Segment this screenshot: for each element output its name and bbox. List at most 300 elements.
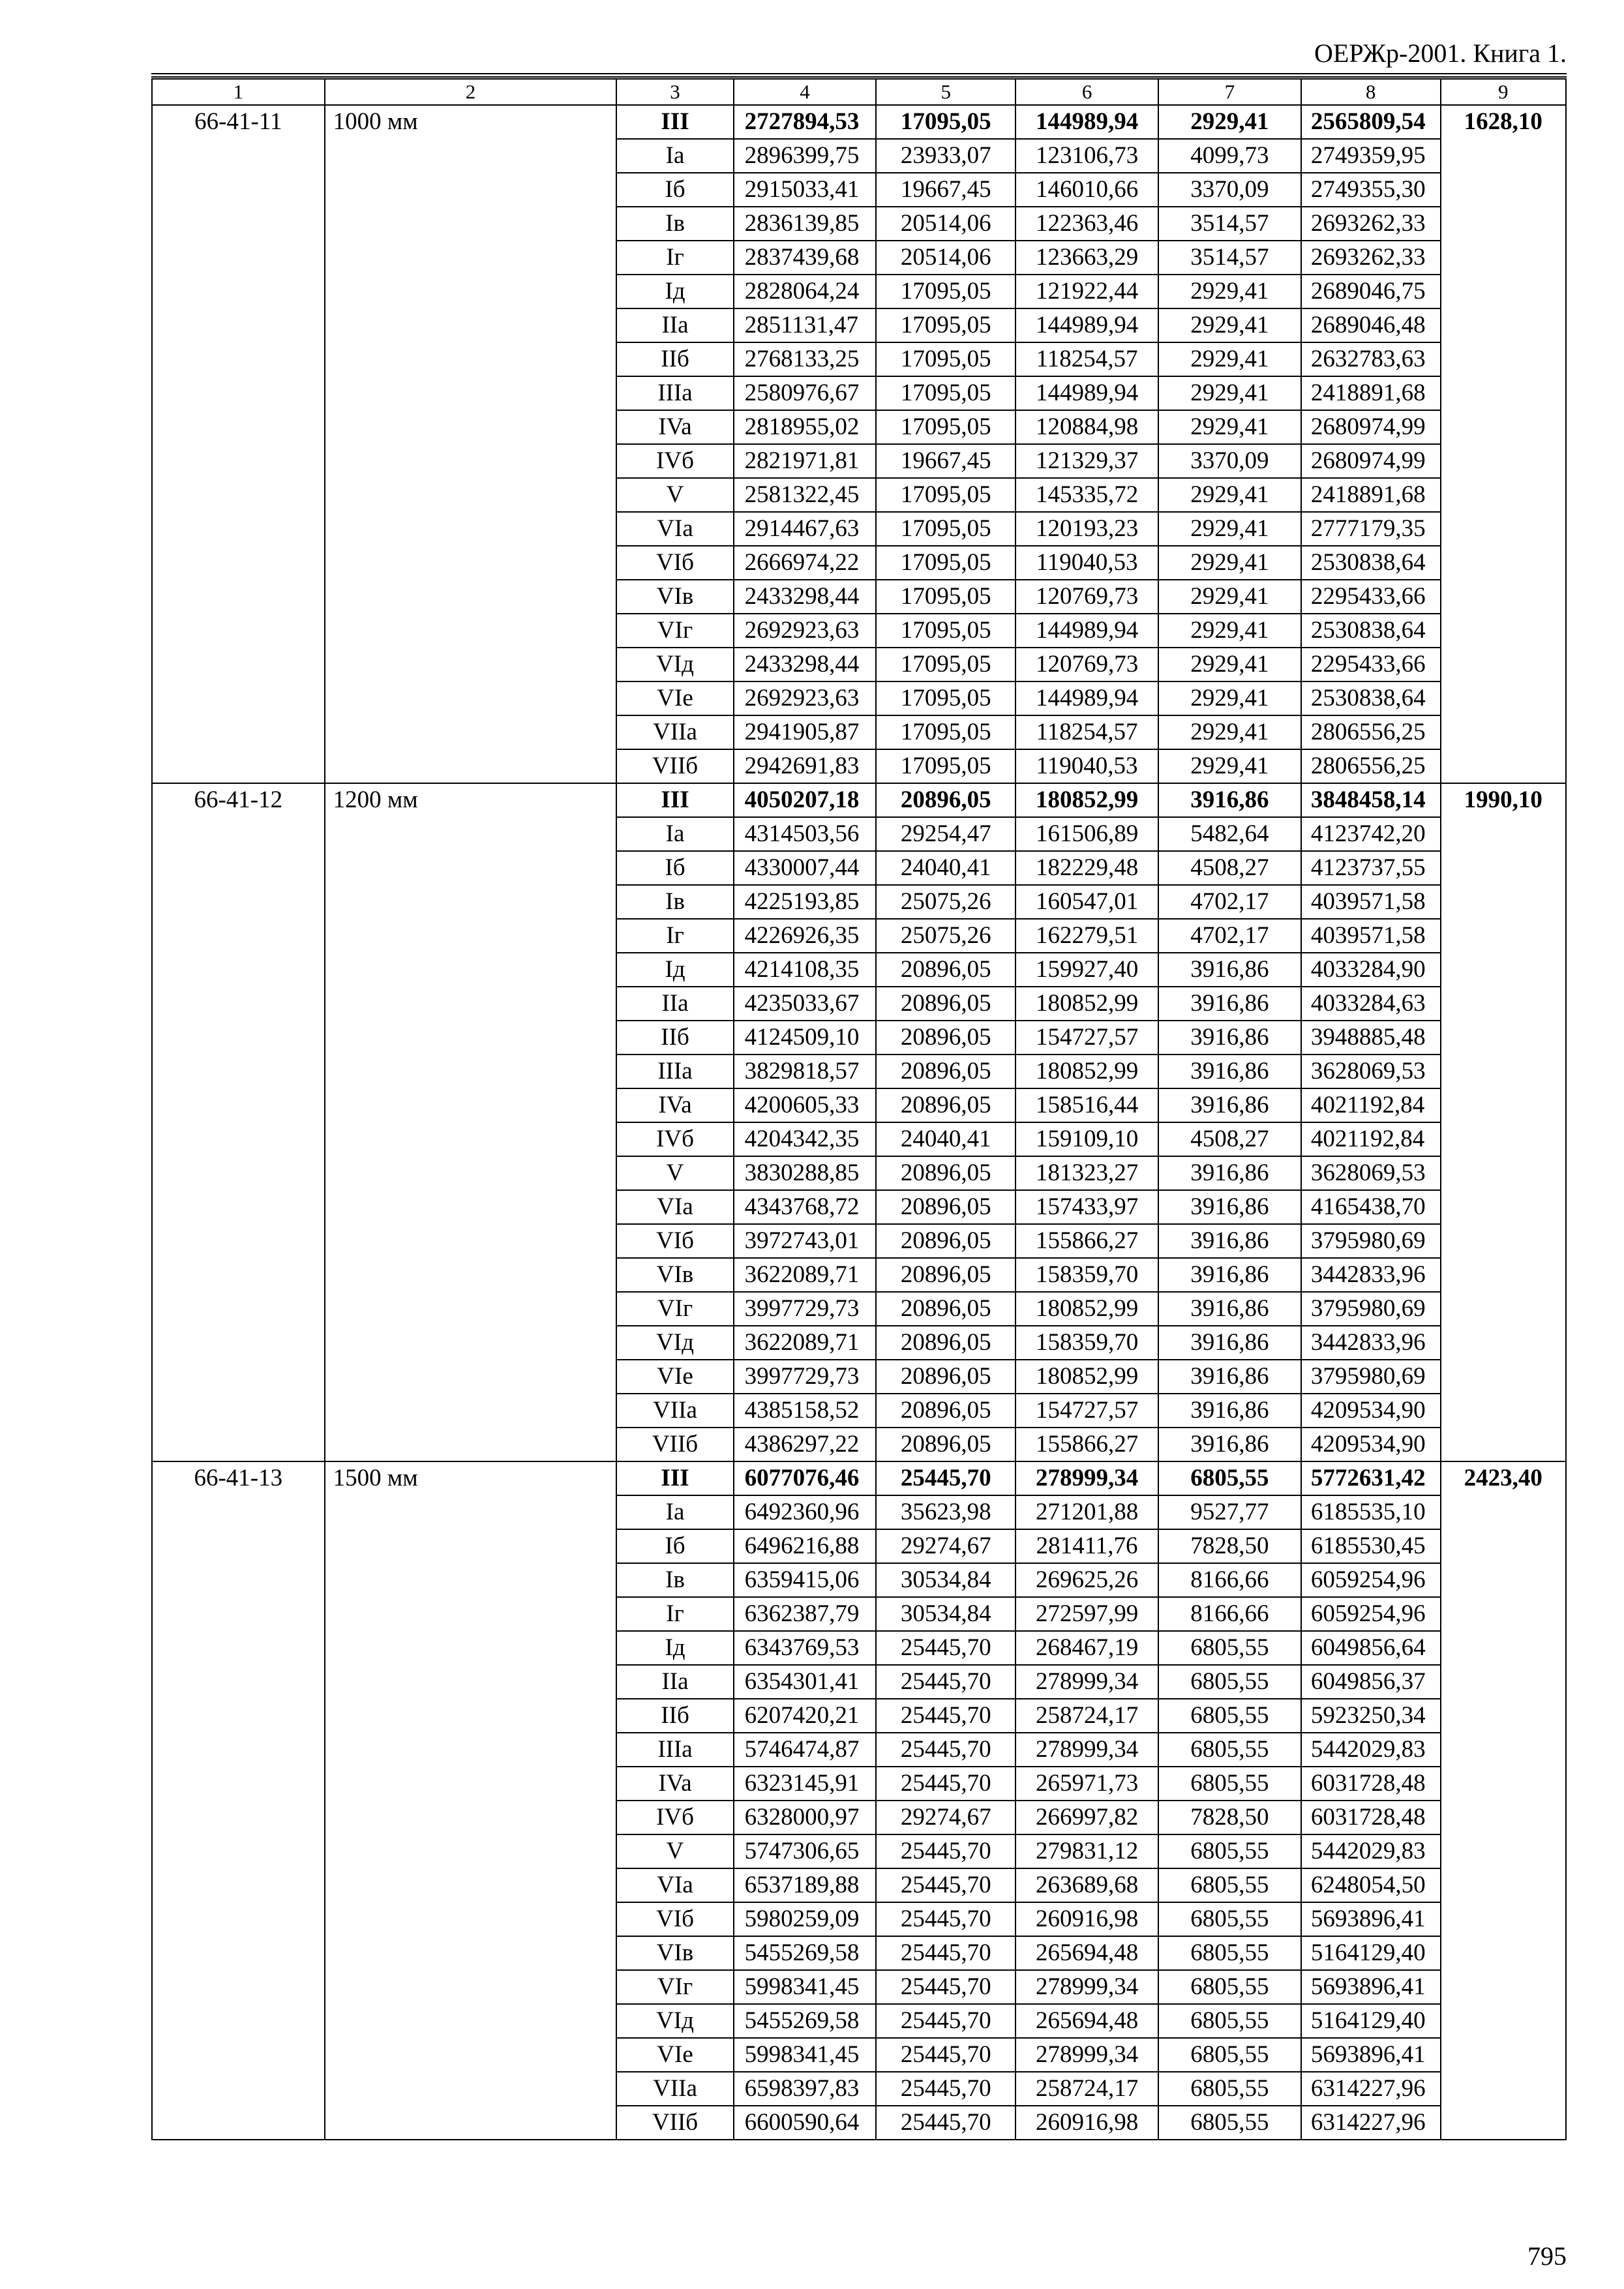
machine-cost-cell: 181323,27: [1015, 1156, 1158, 1190]
materials-cost-cell: 2295433,66: [1301, 580, 1441, 614]
labor-cost-cell: 17095,05: [876, 308, 1015, 342]
zone-cell: VIIa: [616, 2072, 733, 2106]
zone-cell: IVa: [616, 1088, 733, 1122]
total-cost-cell: 6598397,83: [734, 2072, 877, 2106]
machine-cost-cell: 180852,99: [1015, 783, 1158, 817]
operator-wage-cell: 4099,73: [1158, 139, 1301, 173]
total-cost-cell: 2580976,67: [734, 376, 877, 410]
machine-cost-cell: 263689,68: [1015, 1868, 1158, 1902]
zone-cell: IVa: [616, 1767, 733, 1801]
operator-wage-cell: 3916,86: [1158, 1292, 1301, 1326]
table-row: [152, 105, 1566, 139]
materials-cost-cell: 2689046,48: [1301, 308, 1441, 342]
total-cost-cell: 3997729,73: [734, 1360, 877, 1394]
materials-cost-cell: 6248054,50: [1301, 1868, 1441, 1902]
machine-cost-cell: 158516,44: [1015, 1088, 1158, 1122]
machine-cost-cell: 154727,57: [1015, 1021, 1158, 1055]
machine-cost-cell: 159109,10: [1015, 1122, 1158, 1156]
total-cost-cell: 5747306,65: [734, 1834, 877, 1868]
zone-cell: Iв: [616, 885, 733, 919]
total-cost-cell: 2915033,41: [734, 173, 877, 207]
labor-cost-cell: 24040,41: [876, 1122, 1015, 1156]
machine-cost-cell: 118254,57: [1015, 342, 1158, 376]
operator-wage-cell: 6805,55: [1158, 1902, 1301, 1936]
operator-wage-cell: 3370,09: [1158, 173, 1301, 207]
operator-wage-cell: 6805,55: [1158, 1868, 1301, 1902]
column-number: 6: [1015, 79, 1158, 105]
labor-cost-cell: 20896,05: [876, 1360, 1015, 1394]
labor-cost-cell: 20896,05: [876, 1088, 1015, 1122]
zone-cell: Iд: [616, 275, 733, 308]
zone-cell: IIIa: [616, 1055, 733, 1088]
total-cost-cell: 3972743,01: [734, 1224, 877, 1258]
zone-cell: VIд: [616, 2004, 733, 2038]
zone-cell: III: [616, 1461, 733, 1495]
operator-wage-cell: 6805,55: [1158, 1461, 1301, 1495]
total-cost-cell: 5980259,09: [734, 1902, 877, 1936]
materials-cost-cell: 4033284,90: [1301, 953, 1441, 987]
zone-cell: Ia: [616, 817, 733, 851]
operator-wage-cell: 8166,66: [1158, 1597, 1301, 1631]
zone-cell: Iг: [616, 241, 733, 275]
labor-cost-cell: 25445,70: [876, 1868, 1015, 1902]
zone-cell: VIд: [616, 648, 733, 681]
operator-wage-cell: 6805,55: [1158, 1665, 1301, 1699]
machine-cost-cell: 278999,34: [1015, 1733, 1158, 1767]
materials-cost-cell: 6185530,45: [1301, 1529, 1441, 1563]
operator-wage-cell: 2929,41: [1158, 614, 1301, 648]
zone-cell: Ia: [616, 139, 733, 173]
zone-cell: VIг: [616, 1970, 733, 2004]
operator-wage-cell: 3916,86: [1158, 1224, 1301, 1258]
zone-cell: VIд: [616, 1326, 733, 1360]
labor-cost-cell: 17095,05: [876, 275, 1015, 308]
labor-cost-cell: 25445,70: [876, 1936, 1015, 1970]
zone-cell: V: [616, 1156, 733, 1190]
zone-cell: VIв: [616, 1936, 733, 1970]
total-cost-cell: 2941905,87: [734, 715, 877, 749]
operator-wage-cell: 4702,17: [1158, 919, 1301, 953]
total-cost-cell: 6537189,88: [734, 1868, 877, 1902]
materials-cost-cell: 2295433,66: [1301, 648, 1441, 681]
zone-cell: VIб: [616, 546, 733, 580]
item-code-cell: 66-41-13: [152, 1461, 325, 2140]
labor-cost-cell: 17095,05: [876, 105, 1015, 139]
materials-cost-cell: 6049856,64: [1301, 1631, 1441, 1665]
materials-cost-cell: 6059254,96: [1301, 1563, 1441, 1597]
item-name-cell: 1200 мм: [325, 783, 617, 1461]
total-cost-cell: 6343769,53: [734, 1631, 877, 1665]
total-cost-cell: 2768133,25: [734, 342, 877, 376]
materials-cost-cell: 6031728,48: [1301, 1767, 1441, 1801]
item-code-cell: 66-41-12: [152, 783, 325, 1461]
total-cost-cell: 5746474,87: [734, 1733, 877, 1767]
table-row: [152, 783, 1566, 817]
operator-wage-cell: 3514,57: [1158, 241, 1301, 275]
total-cost-cell: 4225193,85: [734, 885, 877, 919]
materials-cost-cell: 3628069,53: [1301, 1156, 1441, 1190]
materials-cost-cell: 3948885,48: [1301, 1021, 1441, 1055]
materials-cost-cell: 3795980,69: [1301, 1292, 1441, 1326]
materials-cost-cell: 3442833,96: [1301, 1326, 1441, 1360]
total-cost-cell: 5998341,45: [734, 2038, 877, 2072]
labor-cost-cell: 17095,05: [876, 478, 1015, 512]
operator-wage-cell: 3916,86: [1158, 783, 1301, 817]
labor-cost-cell: 29254,47: [876, 817, 1015, 851]
machine-cost-cell: 144989,94: [1015, 614, 1158, 648]
zone-cell: IVб: [616, 1122, 733, 1156]
machine-cost-cell: 260916,98: [1015, 2106, 1158, 2140]
machine-cost-cell: 159927,40: [1015, 953, 1158, 987]
materials-cost-cell: 6185535,10: [1301, 1495, 1441, 1529]
materials-cost-cell: 5442029,83: [1301, 1733, 1441, 1767]
labor-cost-cell: 25445,70: [876, 1834, 1015, 1868]
operator-wage-cell: 2929,41: [1158, 478, 1301, 512]
labor-cost-cell: 25445,70: [876, 1631, 1015, 1665]
machine-cost-cell: 278999,34: [1015, 1461, 1158, 1495]
item-code-cell: 66-41-11: [152, 105, 325, 783]
materials-cost-cell: 2632783,63: [1301, 342, 1441, 376]
zone-cell: Iв: [616, 1563, 733, 1597]
machine-cost-cell: 155866,27: [1015, 1428, 1158, 1461]
item-name-cell: 1500 мм: [325, 1461, 617, 2140]
operator-wage-cell: 6805,55: [1158, 1733, 1301, 1767]
materials-cost-cell: 5923250,34: [1301, 1699, 1441, 1733]
machine-cost-cell: 161506,89: [1015, 817, 1158, 851]
zone-cell: VIa: [616, 1190, 733, 1224]
labor-cost-cell: 20896,05: [876, 1224, 1015, 1258]
labor-cost-cell: 25445,70: [876, 1699, 1015, 1733]
total-cost-cell: 3997729,73: [734, 1292, 877, 1326]
operator-wage-cell: 6805,55: [1158, 2106, 1301, 2140]
machine-cost-cell: 260916,98: [1015, 1902, 1158, 1936]
labor-cost-cell: 20514,06: [876, 207, 1015, 241]
zone-cell: Iг: [616, 1597, 733, 1631]
materials-cost-cell: 4123742,20: [1301, 817, 1441, 851]
header-rule-bottom: [151, 76, 1567, 78]
machine-cost-cell: 180852,99: [1015, 1292, 1158, 1326]
operator-wage-cell: 4508,27: [1158, 851, 1301, 885]
labor-cost-cell: 20896,05: [876, 1156, 1015, 1190]
zone-cell: VIIa: [616, 1394, 733, 1428]
machine-cost-cell: 121329,37: [1015, 444, 1158, 478]
total-cost-cell: 3622089,71: [734, 1326, 877, 1360]
materials-cost-cell: 2418891,68: [1301, 478, 1441, 512]
column-number: 9: [1441, 79, 1566, 105]
materials-cost-cell: 4039571,58: [1301, 919, 1441, 953]
total-cost-cell: 6354301,41: [734, 1665, 877, 1699]
materials-cost-cell: 2680974,99: [1301, 444, 1441, 478]
machine-cost-cell: 272597,99: [1015, 1597, 1158, 1631]
operator-wage-cell: 6805,55: [1158, 1970, 1301, 2004]
operator-wage-cell: 6805,55: [1158, 2038, 1301, 2072]
labor-cost-cell: 20896,05: [876, 953, 1015, 987]
labor-cost-cell: 25445,70: [876, 1970, 1015, 2004]
total-cost-cell: 6492360,96: [734, 1495, 877, 1529]
machine-cost-cell: 265694,48: [1015, 2004, 1158, 2038]
materials-cost-cell: 2689046,75: [1301, 275, 1441, 308]
operator-wage-cell: 3514,57: [1158, 207, 1301, 241]
materials-cost-cell: 2530838,64: [1301, 614, 1441, 648]
zone-cell: Iд: [616, 1631, 733, 1665]
total-cost-cell: 5455269,58: [734, 1936, 877, 1970]
operator-wage-cell: 6805,55: [1158, 1631, 1301, 1665]
machine-cost-cell: 154727,57: [1015, 1394, 1158, 1428]
total-cost-cell: 2692923,63: [734, 681, 877, 715]
operator-wage-cell: 6805,55: [1158, 1767, 1301, 1801]
zone-cell: Ia: [616, 1495, 733, 1529]
resource-table: [151, 78, 1567, 2140]
labor-cost-cell: 30534,84: [876, 1563, 1015, 1597]
table-body: [152, 79, 1566, 2140]
operator-wage-cell: 3916,86: [1158, 1394, 1301, 1428]
labor-cost-cell: 35623,98: [876, 1495, 1015, 1529]
machine-cost-cell: 145335,72: [1015, 478, 1158, 512]
machine-cost-cell: 278999,34: [1015, 1665, 1158, 1699]
zone-cell: VIIб: [616, 749, 733, 783]
total-cost-cell: 6328000,97: [734, 1801, 877, 1834]
total-cost-cell: 3829818,57: [734, 1055, 877, 1088]
operator-wage-cell: 4508,27: [1158, 1122, 1301, 1156]
zone-cell: VIIa: [616, 715, 733, 749]
total-cost-cell: 5998341,45: [734, 1970, 877, 2004]
labor-cost-cell: 17095,05: [876, 681, 1015, 715]
zone-cell: VIe: [616, 2038, 733, 2072]
labor-hours-cell: 2423,40: [1441, 1461, 1566, 2140]
labor-cost-cell: 17095,05: [876, 715, 1015, 749]
materials-cost-cell: 2693262,33: [1301, 241, 1441, 275]
labor-cost-cell: 29274,67: [876, 1529, 1015, 1563]
labor-cost-cell: 20896,05: [876, 1394, 1015, 1428]
machine-cost-cell: 278999,34: [1015, 1970, 1158, 2004]
machine-cost-cell: 144989,94: [1015, 308, 1158, 342]
materials-cost-cell: 3442833,96: [1301, 1258, 1441, 1292]
labor-cost-cell: 17095,05: [876, 749, 1015, 783]
materials-cost-cell: 3628069,53: [1301, 1055, 1441, 1088]
total-cost-cell: 6077076,46: [734, 1461, 877, 1495]
materials-cost-cell: 2565809,54: [1301, 105, 1441, 139]
operator-wage-cell: 2929,41: [1158, 580, 1301, 614]
zone-cell: Iв: [616, 207, 733, 241]
table-row: [152, 1461, 1566, 1495]
machine-cost-cell: 265694,48: [1015, 1936, 1158, 1970]
machine-cost-cell: 182229,48: [1015, 851, 1158, 885]
zone-cell: VIe: [616, 1360, 733, 1394]
column-number: 7: [1158, 79, 1301, 105]
total-cost-cell: 2433298,44: [734, 580, 877, 614]
zone-cell: III: [616, 783, 733, 817]
labor-cost-cell: 25445,70: [876, 1665, 1015, 1699]
header-rule-top: [151, 73, 1567, 74]
machine-cost-cell: 146010,66: [1015, 173, 1158, 207]
operator-wage-cell: 3916,86: [1158, 1156, 1301, 1190]
materials-cost-cell: 2418891,68: [1301, 376, 1441, 410]
materials-cost-cell: 2530838,64: [1301, 681, 1441, 715]
zone-cell: VIIб: [616, 1428, 733, 1461]
operator-wage-cell: 2929,41: [1158, 105, 1301, 139]
labor-cost-cell: 25445,70: [876, 1461, 1015, 1495]
materials-cost-cell: 2806556,25: [1301, 715, 1441, 749]
operator-wage-cell: 3916,86: [1158, 1258, 1301, 1292]
total-cost-cell: 6496216,88: [734, 1529, 877, 1563]
total-cost-cell: 2821971,81: [734, 444, 877, 478]
total-cost-cell: 2818955,02: [734, 410, 877, 444]
materials-cost-cell: 4021192,84: [1301, 1122, 1441, 1156]
labor-cost-cell: 20896,05: [876, 1190, 1015, 1224]
total-cost-cell: 2942691,83: [734, 749, 877, 783]
labor-cost-cell: 25445,70: [876, 1733, 1015, 1767]
machine-cost-cell: 268467,19: [1015, 1631, 1158, 1665]
total-cost-cell: 2581322,45: [734, 478, 877, 512]
machine-cost-cell: 162279,51: [1015, 919, 1158, 953]
operator-wage-cell: 3916,86: [1158, 953, 1301, 987]
total-cost-cell: 4214108,35: [734, 953, 877, 987]
total-cost-cell: 4204342,35: [734, 1122, 877, 1156]
machine-cost-cell: 158359,70: [1015, 1258, 1158, 1292]
zone-cell: IVa: [616, 410, 733, 444]
machine-cost-cell: 160547,01: [1015, 885, 1158, 919]
materials-cost-cell: 6314227,96: [1301, 2072, 1441, 2106]
labor-cost-cell: 17095,05: [876, 376, 1015, 410]
labor-cost-cell: 17095,05: [876, 580, 1015, 614]
materials-cost-cell: 2806556,25: [1301, 749, 1441, 783]
labor-cost-cell: 24040,41: [876, 851, 1015, 885]
machine-cost-cell: 120193,23: [1015, 512, 1158, 546]
operator-wage-cell: 2929,41: [1158, 546, 1301, 580]
labor-cost-cell: 17095,05: [876, 342, 1015, 376]
running-header: ОЕРЖр-2001. Книга 1.: [1314, 38, 1567, 68]
operator-wage-cell: 7828,50: [1158, 1529, 1301, 1563]
labor-cost-cell: 25445,70: [876, 2106, 1015, 2140]
zone-cell: V: [616, 478, 733, 512]
machine-cost-cell: 123106,73: [1015, 139, 1158, 173]
operator-wage-cell: 3916,86: [1158, 1190, 1301, 1224]
labor-cost-cell: 25075,26: [876, 919, 1015, 953]
materials-cost-cell: 4209534,90: [1301, 1428, 1441, 1461]
materials-cost-cell: 4123737,55: [1301, 851, 1441, 885]
machine-cost-cell: 258724,17: [1015, 1699, 1158, 1733]
machine-cost-cell: 120769,73: [1015, 648, 1158, 681]
total-cost-cell: 2692923,63: [734, 614, 877, 648]
zone-cell: VIa: [616, 512, 733, 546]
labor-cost-cell: 20896,05: [876, 1326, 1015, 1360]
total-cost-cell: 4330007,44: [734, 851, 877, 885]
machine-cost-cell: 258724,17: [1015, 2072, 1158, 2106]
zone-cell: IIa: [616, 1665, 733, 1699]
labor-hours-cell: 1628,10: [1441, 105, 1566, 783]
machine-cost-cell: 119040,53: [1015, 546, 1158, 580]
labor-cost-cell: 23933,07: [876, 139, 1015, 173]
operator-wage-cell: 7828,50: [1158, 1801, 1301, 1834]
labor-cost-cell: 20896,05: [876, 1428, 1015, 1461]
column-number-row: [152, 79, 1566, 105]
machine-cost-cell: 269625,26: [1015, 1563, 1158, 1597]
labor-cost-cell: 19667,45: [876, 444, 1015, 478]
total-cost-cell: 4050207,18: [734, 783, 877, 817]
total-cost-cell: 4124509,10: [734, 1021, 877, 1055]
labor-cost-cell: 30534,84: [876, 1597, 1015, 1631]
labor-cost-cell: 17095,05: [876, 546, 1015, 580]
total-cost-cell: 6207420,21: [734, 1699, 877, 1733]
total-cost-cell: 2914467,63: [734, 512, 877, 546]
zone-cell: VIг: [616, 1292, 733, 1326]
machine-cost-cell: 118254,57: [1015, 715, 1158, 749]
total-cost-cell: 2896399,75: [734, 139, 877, 173]
operator-wage-cell: 2929,41: [1158, 512, 1301, 546]
operator-wage-cell: 6805,55: [1158, 1834, 1301, 1868]
total-cost-cell: 4343768,72: [734, 1190, 877, 1224]
zone-cell: IIIa: [616, 1733, 733, 1767]
total-cost-cell: 2836139,85: [734, 207, 877, 241]
labor-cost-cell: 17095,05: [876, 648, 1015, 681]
materials-cost-cell: 5164129,40: [1301, 1936, 1441, 1970]
materials-cost-cell: 5772631,42: [1301, 1461, 1441, 1495]
labor-cost-cell: 17095,05: [876, 512, 1015, 546]
total-cost-cell: 6362387,79: [734, 1597, 877, 1631]
machine-cost-cell: 119040,53: [1015, 749, 1158, 783]
materials-cost-cell: 2680974,99: [1301, 410, 1441, 444]
operator-wage-cell: 2929,41: [1158, 410, 1301, 444]
labor-cost-cell: 25445,70: [876, 1902, 1015, 1936]
labor-cost-cell: 20896,05: [876, 987, 1015, 1021]
operator-wage-cell: 9527,77: [1158, 1495, 1301, 1529]
machine-cost-cell: 120884,98: [1015, 410, 1158, 444]
zone-cell: Iб: [616, 851, 733, 885]
total-cost-cell: 4226926,35: [734, 919, 877, 953]
total-cost-cell: 3830288,85: [734, 1156, 877, 1190]
machine-cost-cell: 180852,99: [1015, 1055, 1158, 1088]
materials-cost-cell: 2749355,30: [1301, 173, 1441, 207]
operator-wage-cell: 2929,41: [1158, 681, 1301, 715]
zone-cell: VIб: [616, 1902, 733, 1936]
total-cost-cell: 2727894,53: [734, 105, 877, 139]
zone-cell: VIe: [616, 681, 733, 715]
total-cost-cell: 4385158,52: [734, 1394, 877, 1428]
operator-wage-cell: 2929,41: [1158, 308, 1301, 342]
total-cost-cell: 4314503,56: [734, 817, 877, 851]
total-cost-cell: 4235033,67: [734, 987, 877, 1021]
zone-cell: IIa: [616, 308, 733, 342]
operator-wage-cell: 6805,55: [1158, 2004, 1301, 2038]
operator-wage-cell: 6805,55: [1158, 1699, 1301, 1733]
machine-cost-cell: 121922,44: [1015, 275, 1158, 308]
operator-wage-cell: 3916,86: [1158, 987, 1301, 1021]
labor-hours-cell: 1990,10: [1441, 783, 1566, 1461]
operator-wage-cell: 6805,55: [1158, 1936, 1301, 1970]
column-number: 8: [1301, 79, 1441, 105]
labor-cost-cell: 20896,05: [876, 783, 1015, 817]
labor-cost-cell: 20896,05: [876, 1055, 1015, 1088]
total-cost-cell: 6600590,64: [734, 2106, 877, 2140]
machine-cost-cell: 120769,73: [1015, 580, 1158, 614]
operator-wage-cell: 5482,64: [1158, 817, 1301, 851]
operator-wage-cell: 2929,41: [1158, 648, 1301, 681]
zone-cell: IIб: [616, 1021, 733, 1055]
zone-cell: Iб: [616, 173, 733, 207]
operator-wage-cell: 6805,55: [1158, 2072, 1301, 2106]
column-number: 3: [616, 79, 733, 105]
machine-cost-cell: 278999,34: [1015, 2038, 1158, 2072]
operator-wage-cell: 2929,41: [1158, 715, 1301, 749]
machine-cost-cell: 144989,94: [1015, 376, 1158, 410]
materials-cost-cell: 3848458,14: [1301, 783, 1441, 817]
zone-cell: IVб: [616, 1801, 733, 1834]
operator-wage-cell: 4702,17: [1158, 885, 1301, 919]
materials-cost-cell: 3795980,69: [1301, 1360, 1441, 1394]
operator-wage-cell: 2929,41: [1158, 342, 1301, 376]
zone-cell: VIв: [616, 1258, 733, 1292]
zone-cell: IVб: [616, 444, 733, 478]
